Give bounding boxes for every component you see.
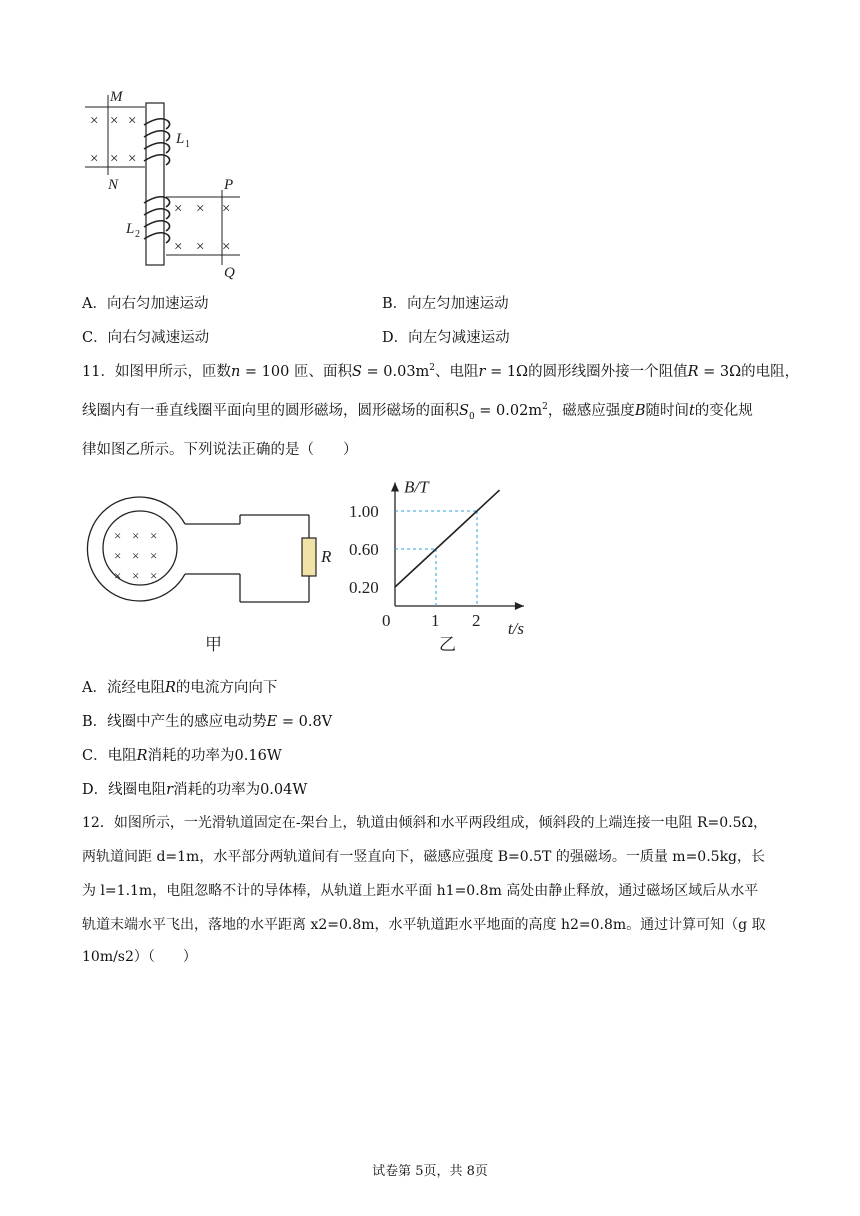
q10-option-a: A．向右匀加速运动 xyxy=(82,296,209,312)
q10-option-d: D．向左匀减速运动 xyxy=(382,330,510,346)
q10-option-c: C．向右匀减速运动 xyxy=(82,330,210,346)
q12-stem-line2: 两轨道间距 d=1m，水平部分两轨道间有一竖直向下，磁感应强度 B=0.5T 的强磁场。一质量 m=0.5kg，长 xyxy=(82,849,766,865)
svg-text:1: 1 xyxy=(185,139,190,150)
x-axis-arrow xyxy=(515,602,524,610)
svg-text:×: × xyxy=(90,151,99,167)
x-tick-label: 0 xyxy=(382,611,391,630)
svg-text:×: × xyxy=(110,113,119,129)
svg-text:×: × xyxy=(150,568,158,583)
q11-option-a: A．流经电阻R的电流方向向下 xyxy=(82,680,278,696)
q11-stem-line1: 11．如图甲所示，匝数n = 100 匝、面积$S = 0.03m^2$、电阻r = 1Ω的圆形线圈外接一个阻值R = 3Ω的电阻， xyxy=(82,363,800,380)
label-q: Q xyxy=(224,265,235,280)
svg-text:×: × xyxy=(132,528,140,543)
page-footer: 试卷第 5页，共 8页 xyxy=(372,1164,488,1179)
svg-text:×: × xyxy=(128,113,137,129)
q12-stem-line3: 为 l=1.1m，电阻忽略不计的导体棒，从轨道上距水平面 h1=0.8m 高处由静止释放，通过磁场区域后从水平 xyxy=(82,883,759,899)
series-line xyxy=(395,490,500,587)
svg-text:×: × xyxy=(114,548,122,563)
figure-coils-magnetic-fields xyxy=(80,85,250,280)
svg-text:×: × xyxy=(110,151,119,167)
q12-stem-line1: 12．如图所示，一光滑轨道固定在-架台上，轨道由倾斜和水平两段组成，倾斜段的上端连接一电阻 R=0.5Ω， xyxy=(82,815,768,831)
resistor-label: R xyxy=(321,547,332,566)
y-tick-label: 1.00 xyxy=(349,502,379,521)
label-p: P xyxy=(224,177,234,193)
field-cross: × xyxy=(90,113,99,129)
q11-option-c: C．电阻R消耗的功率为0.16W xyxy=(82,748,282,764)
y-tick-label: 0.60 xyxy=(349,540,379,559)
svg-text:×: × xyxy=(222,201,231,217)
svg-text:×: × xyxy=(114,528,122,543)
svg-text:×: × xyxy=(196,201,205,217)
label-n: N xyxy=(108,177,119,193)
svg-text:×: × xyxy=(132,568,140,583)
q12-stem-line5: 10m/s2）（ ） xyxy=(82,949,197,965)
svg-text:×: × xyxy=(114,568,122,583)
svg-text:×: × xyxy=(150,548,158,563)
q11-stem-line3: 律如图乙所示。下列说法正确的是（ ） xyxy=(82,442,358,458)
q11-stem-line2: 线圈内有一垂直线圈平面向里的圆形磁场，圆形磁场的面积$S_0 = 0.02m^2$，磁感应强度B随时间t的变化规 xyxy=(82,402,753,422)
svg-text:×: × xyxy=(150,528,158,543)
resistor xyxy=(302,538,316,576)
y-axis-label: B/T xyxy=(404,477,429,497)
q11-option-b: B．线圈中产生的感应电动势E = 0.8V xyxy=(82,714,333,730)
svg-text:×: × xyxy=(128,151,137,167)
y-tick-label: 0.20 xyxy=(349,578,379,597)
svg-text:×: × xyxy=(174,239,183,255)
q12-stem-line4: 轨道末端水平飞出，落地的水平距离 x2=0.8m，水平轨道距水平地面的高度 h2=0.8m。通过计算可知（g 取 xyxy=(82,917,766,933)
x-tick-label: 1 xyxy=(431,611,440,630)
q11-option-d: D．线圈电阻r消耗的功率为0.04W xyxy=(82,782,308,798)
label-m: M xyxy=(110,89,123,105)
q10-option-b: B．向左匀加速运动 xyxy=(382,296,509,312)
x-axis-label: t/s xyxy=(507,619,524,638)
x-tick-label: 2 xyxy=(472,611,481,630)
svg-text:2: 2 xyxy=(135,229,140,240)
svg-text:×: × xyxy=(196,239,205,255)
figure-coil-circuit xyxy=(85,478,345,663)
figure-label-yi: 乙 xyxy=(439,635,456,654)
svg-text:×: × xyxy=(222,239,231,255)
figure-label-jia: 甲 xyxy=(205,635,222,654)
label-l2: L xyxy=(126,221,135,237)
svg-text:×: × xyxy=(174,201,183,217)
y-axis-arrow xyxy=(391,483,399,492)
label-l1: L xyxy=(176,131,185,147)
svg-text:×: × xyxy=(132,548,140,563)
chart-b-vs-t xyxy=(345,468,560,663)
